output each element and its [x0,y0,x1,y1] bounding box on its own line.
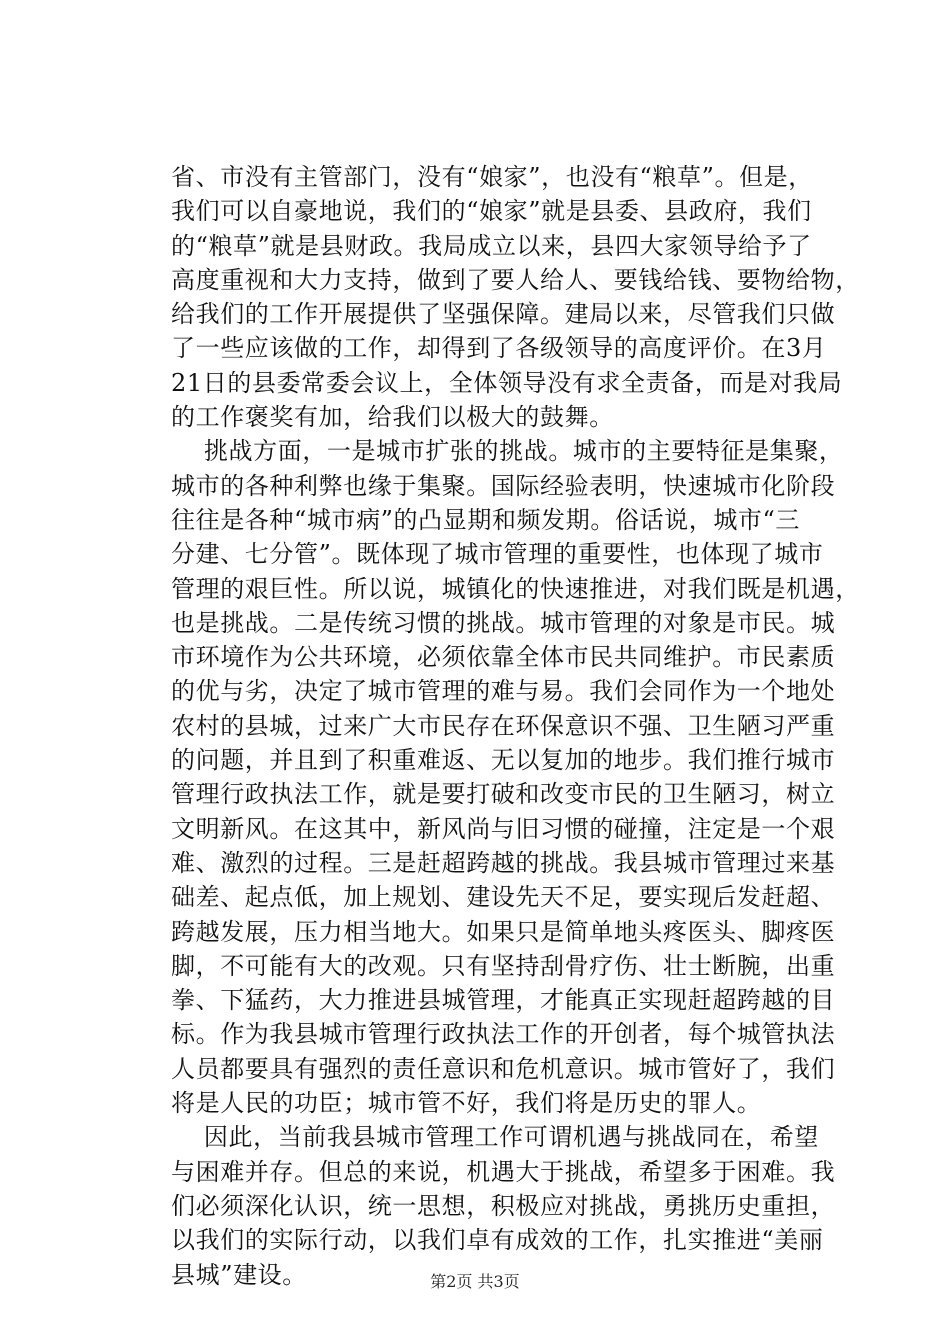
text-line: 的优与劣，决定了城市管理的难与易。我们会同作为一个地处 [171,677,836,706]
text-line: 跨越发展，压力相当地大。如果只是简单地头疼医头、脚疼医 [171,917,836,946]
text-line: 挑战方面，一是城市扩张的挑战。城市的主要特征是集聚， [171,437,844,466]
text-line: 以我们的实际行动，以我们卓有成效的工作，扎实推进“美丽 [171,1226,824,1255]
body-text [171,160,861,1292]
text-line: 农村的县城，过来广大市民存在环保意识不强、卫生陋习严重 [171,711,836,740]
text-line: 础差、起点低，加上规划、建设先天不足，要实现后发赶超、 [171,883,836,912]
text-line: 也是挑战。二是传统习惯的挑战。城市管理的对象是市民。城 [171,608,836,637]
text-line: 因此，当前我县城市管理工作可谓机遇与挑战同在，希望 [171,1123,819,1152]
text-line: 分建、七分管”。既体现了城市管理的重要性，也体现了城市 [171,540,824,569]
text-line: 脚，不可能有大的改观。只有坚持刮骨疗伤、壮士断腕，出重 [171,951,836,980]
text-line: 的工作褒奖有加，给我们以极大的鼓舞。 [171,403,614,432]
text-line: 将是人民的功臣；城市管不好，我们将是历史的罪人。 [171,1089,762,1118]
text-line: 城市的各种利弊也缘于集聚。国际经验表明，快速城市化阶段 [171,471,836,500]
text-line: 文明新风。在这其中，新风尚与旧习惯的碰撞，注定是一个艰 [171,814,836,843]
text-line: 们必须深化认识，统一思想，积极应对挑战，勇挑历史重担， [171,1191,836,1220]
text-line: 高度重视和大力支持，做到了要人给人、要钱给钱、要物给物， [171,265,860,294]
text-line: 21日的县委常委会议上，全体领导没有求全责备，而是对我局 [171,368,843,397]
text-line: 给我们的工作开展提供了坚强保障。建局以来，尽管我们只做 [171,300,836,329]
text-line: 的问题，并且到了积重难返、无以复加的地步。我们推行城市 [171,746,836,775]
text-line: 管理的艰巨性。所以说，城镇化的快速推进，对我们既是机遇， [171,574,860,603]
text-line: 拳、下猛药，大力推进县城管理，才能真正实现赶超跨越的目 [171,986,836,1015]
text-line: 的“粮草”就是县财政。我局成立以来，县四大家领导给予了 [171,231,812,260]
text-line: 县城”建设。 [171,1260,307,1289]
text-line: 市环境作为公共环境，必须依靠全体市民共同维护。市民素质 [171,643,836,672]
text-line: 管理行政执法工作，就是要打破和改变市民的卫生陋习，树立 [171,780,836,809]
text-line: 省、市没有主管部门，没有“娘家”，也没有“粮草”。但是， [171,163,813,191]
text-line: 标。作为我县城市管理行政执法工作的开创者，每个城管执法 [171,1020,836,1049]
text-line: 往往是各种“城市病”的凸显期和频发期。俗话说，城市“三 [171,505,801,534]
text-line: 了一些应该做的工作，却得到了各级领导的高度评价。在3月 [171,334,827,363]
text-line: 人员都要具有强烈的责任意识和危机意识。城市管好了，我们 [171,1054,836,1083]
page-footer: 第2页 共3页 [430,1272,520,1291]
text-line: 与困难并存。但总的来说，机遇大于挑战，希望多于困难。我 [171,1157,836,1186]
text-line: 难、激烈的过程。三是赶超跨越的挑战。我县城市管理过来基 [171,848,836,877]
text-line: 我们可以自豪地说，我们的“娘家”就是县委、县政府，我们 [171,197,812,226]
